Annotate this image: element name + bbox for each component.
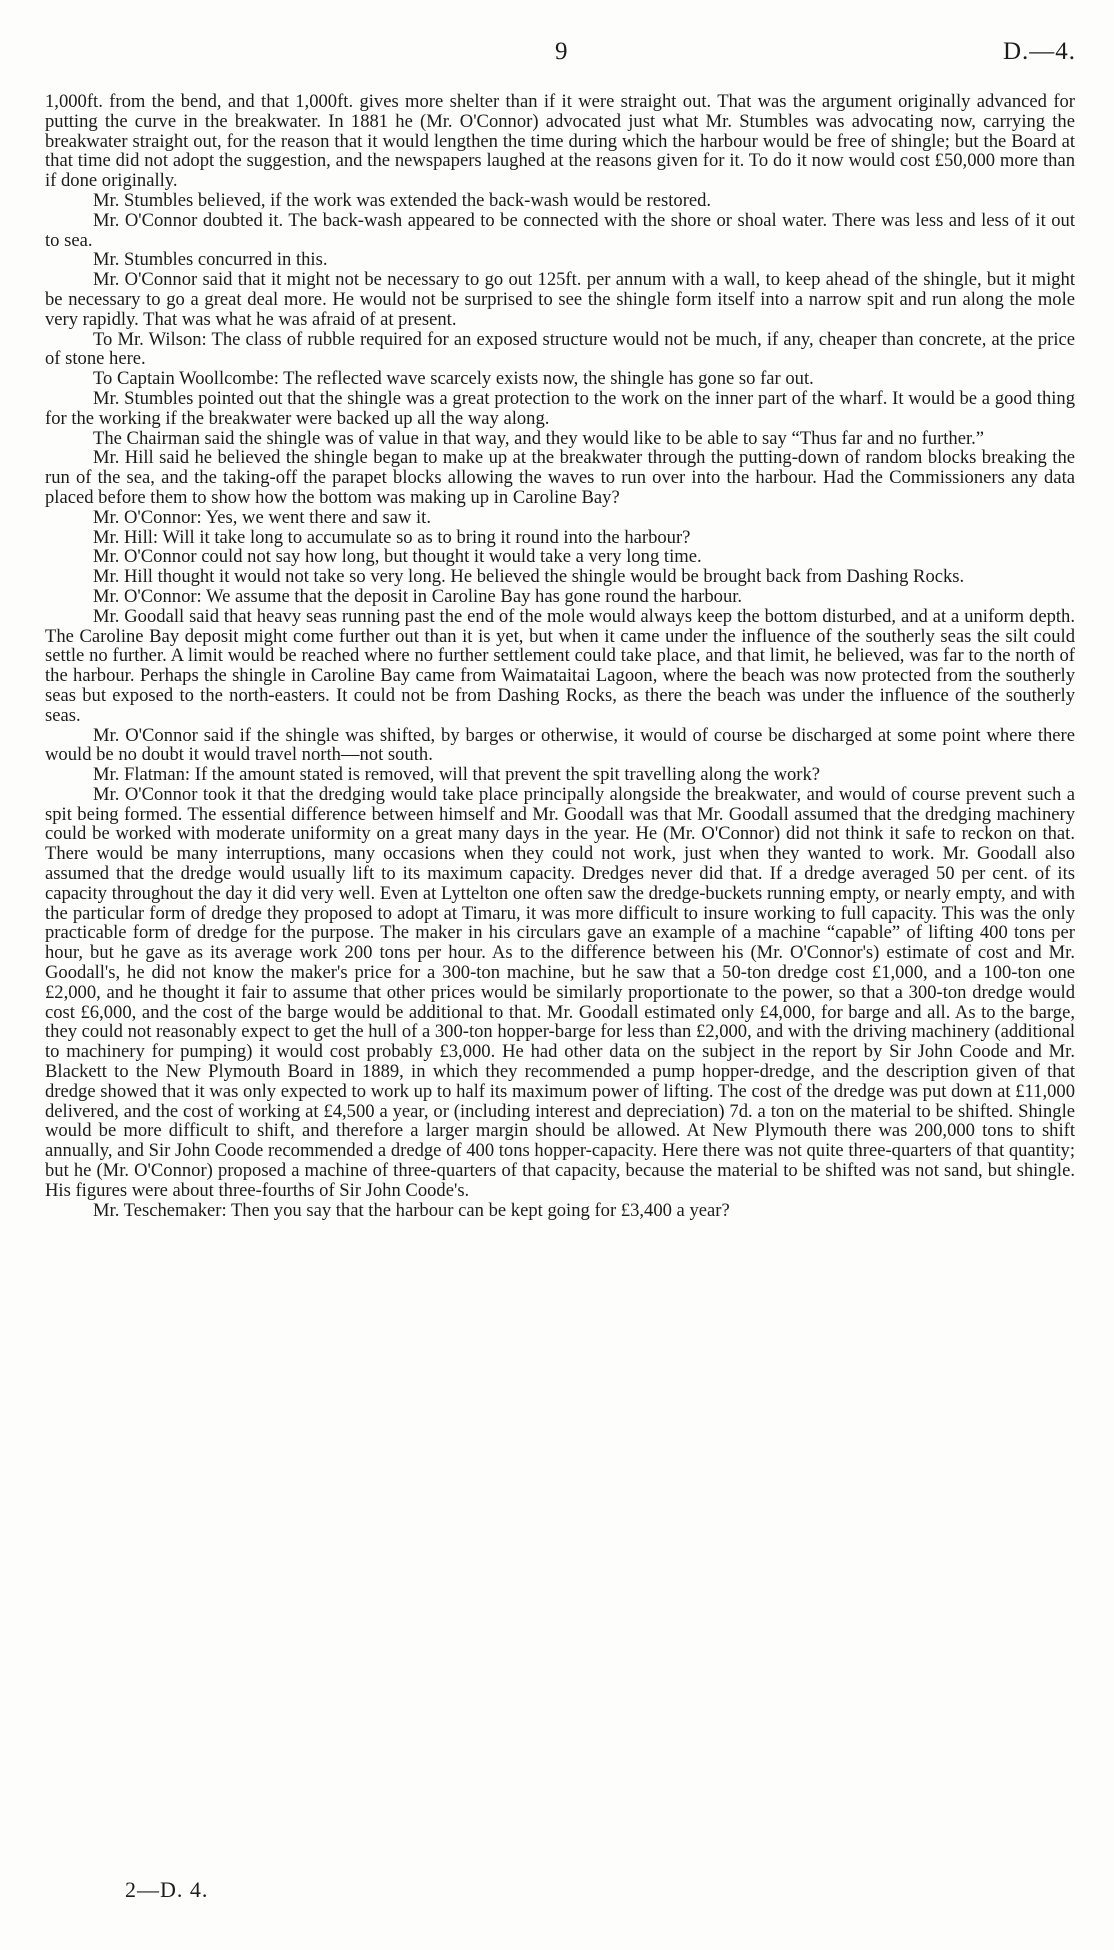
paragraph: Mr. O'Connor took it that the dredging would take place principally alongside the breakwater, and would of course prevent such a spit being formed. The essential difference between himself and Mr. Goodall was that Mr. Goodall assumed that the dredging machinery could be worked with moderate uniformity on a great many days in the year. He (Mr. O'Connor) did not think it safe to reckon on that. There would be many interruptions, many occasions when they could not work, just when they wanted to work. Mr. Goodall also assumed that the dredge would usually lift to its maximum capacity. Dredges never did that. If a dredge averaged 50 per cent. of its capacity throughout the day it did very well. Even at Lyttelton one often saw the dredge-buckets running empty, or nearly empty, and with the particular form of dredge they proposed to adopt at Timaru, it was more difficult to insure working to full capacity. This was the only practicable form of dredge for the purpose. The maker in his circulars gave an example of a machine “capable” of lifting 400 tons per hour, but he gave as its average work 200 tons per hour. As to the difference between his (Mr. O'Connor's) estimate of cost and Mr. Goodall's, he did not know the maker's price for a 300-ton machine, but he saw that a 50-ton dredge cost £1,000, and a 100-ton one £2,000, and he thought it fair to assume that other prices would be similarly proportionate to the power, so that a 300-ton dredge would cost £6,000, and the cost of the barge would be additional to that. Mr. Goodall estimated only £4,000, for barge and all. As to the barge, they could not reasonably expect to get the hull of a 300-ton hopper-barge for less than £2,000, and with the driving machinery (additional to machinery for pumping) it would cost probably £3,000. He had other data on the subject in the report by Sir John Coode and Mr. Blackett to the New Plymouth Board in 1889, in which they recommended a pump hopper-dredge, and the description given of that dredge showed that it was only expected to work up to half its maximum power of lifting. The cost of the dredge was put down at £11,000 delivered, and the cost of working at £4,500 a year, or (including interest and depreciation) 7d. a ton on the material to be shifted. Shingle would be more difficult to shift, and therefore a larger margin should be allowed. At New Plymouth there was 200,000 tons to shift annually, and Sir John Coode recommended a dredge of 400 tons hopper-capacity. Here there was not quite three-quarters of that quantity; but he (Mr. O'Connor) proposed a machine of three-quarters of that capacity, because the material to be shifted was not sand, but shingle. His figures were about three-fourths of Sir John Coode's.	[45, 783, 1075, 1201]
page-header	[0, 38, 1114, 68]
paragraph: Mr. Hill: Will it take long to accumulate so as to bring it round into the harbour?	[93, 526, 691, 548]
paragraph: Mr. Flatman: If the amount stated is removed, will that prevent the spit travelling along the work?	[93, 764, 821, 786]
paragraph: Mr. O'Connor said that it might not be necessary to go out 125ft. per annum with a wall, to keep ahead of the shingle, but it might be necessary to go a great deal more. He would not be surprised to see the shingle form itself into a narrow spit and run along the mole very rapidly. That was what he was afraid of at present.	[45, 269, 1075, 330]
paragraph: Mr. O'Connor could not say how long, but thought it would take a very long time.	[93, 546, 702, 568]
paragraph: To Mr. Wilson: The class of rubble required for an exposed structure would not be much, if any, cheaper than concrete, at the price of stone here.	[45, 328, 1075, 370]
paragraph: Mr. Stumbles believed, if the work was extended the back-wash would be restored.	[93, 189, 712, 211]
body-text	[45, 92, 1075, 1220]
paragraph: Mr. O'Connor: We assume that the deposit in Caroline Bay has gone round the harbour.	[93, 585, 743, 607]
paragraph: Mr. O'Connor doubted it. The back-wash appeared to be connected with the shore or shoal water. There was less and less of it out to sea.	[45, 209, 1075, 251]
document-reference: D.—4.	[1002, 38, 1076, 65]
paragraph: Mr. O'Connor: Yes, we went there and saw it.	[93, 506, 432, 528]
signature-mark: 2—D. 4.	[125, 1877, 209, 1902]
page-number: 9	[555, 38, 568, 65]
paragraph: Mr. Goodall said that heavy seas running past the end of the mole would always keep the bottom disturbed, and at a uniform depth. The Caroline Bay deposit might come further out than it is yet, but when it came under the influence of the southerly seas the silt could settle no further. A limit would be reached where no further settlement could take place, and that limit, he believed, was far to the north of the harbour. Perhaps the shingle in Caroline Bay came from Waimataitai Lagoon, where the beach was now protected from the southerly seas but exposed to the north-easters. It could not be from Dashing Rocks, as there the beach was under the influence of the southerly seas.	[45, 605, 1075, 726]
paragraph: The Chairman said the shingle was of value in that way, and they would like to be able to say “Thus far and no further.”	[93, 427, 985, 449]
paragraph: 1,000ft. from the bend, and that 1,000ft. gives more shelter than if it were straight out. That was the argument originally advanced for putting the curve in the breakwater. In 1881 he (Mr. O'Connor) advocated just what Mr. Stumbles was advocating now, carrying the breakwater straight out, for the reason that it would lengthen the time during which the harbour would be free of shingle; but the Board at that time did not adopt the suggestion, and the newspapers laughed at the reasons given for it. To do it now would cost £50,000 more than if done originally.	[45, 91, 1075, 192]
paragraph: Mr. O'Connor said if the shingle was shifted, by barges or otherwise, it would of course be discharged at some point where there would be no doubt it would travel north—not south.	[45, 724, 1075, 766]
paragraph: Mr. Stumbles pointed out that the shingle was a great protection to the work on the inner part of the wharf. It would be a good thing for the working if the breakwater were backed up all the way along.	[45, 387, 1075, 429]
paragraph: To Captain Woollcombe: The reflected wave scarcely exists now, the shingle has gone so far out.	[93, 368, 814, 390]
paragraph: Mr. Teschemaker: Then you say that the harbour can be kept going for £3,400 a year?	[93, 1199, 730, 1221]
paragraph: Mr. Stumbles concurred in this.	[93, 249, 328, 271]
paragraph: Mr. Hill said he believed the shingle began to make up at the breakwater through the putting-down of random blocks breaking the run of the sea, and the taking-off the parapet blocks allowing the waves to run over into the harbour. Had the Commissioners any data placed before them to show how the bottom was making up in Caroline Bay?	[45, 447, 1075, 508]
paragraph: Mr. Hill thought it would not take so very long. He believed the shingle would be brought back from Dashing Rocks.	[93, 566, 965, 588]
